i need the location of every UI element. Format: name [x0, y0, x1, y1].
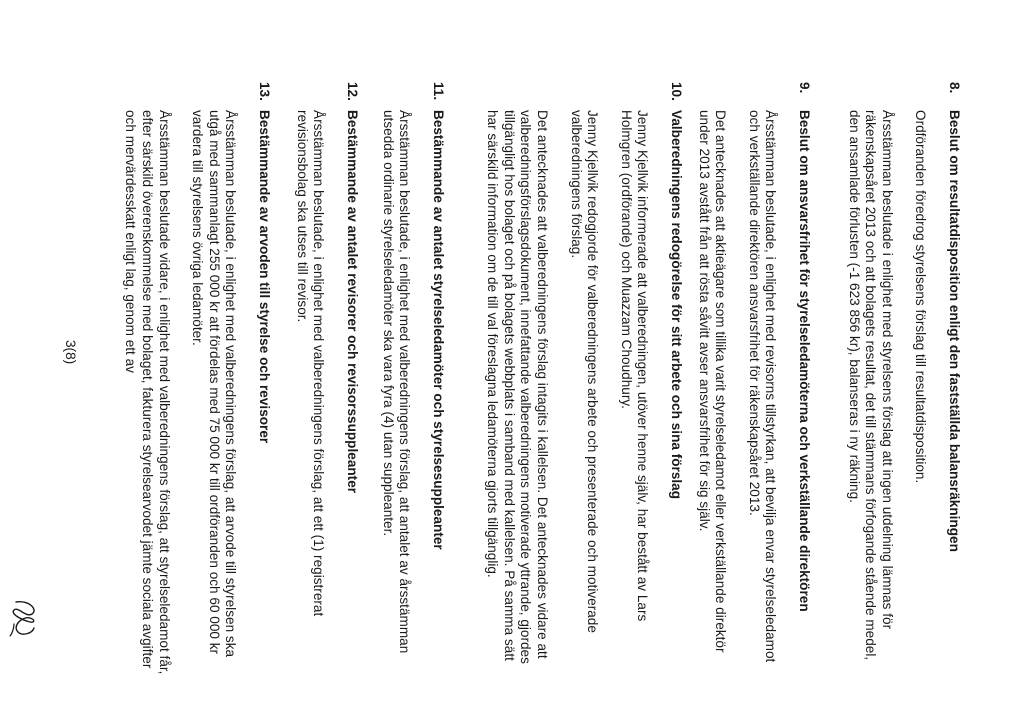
section-title: Bestämmande av antalet styrelseledamöter och styrelsesuppleanter — [431, 110, 446, 550]
section-8 — [845, 82, 962, 682]
section-heading — [255, 82, 272, 682]
page-number: 3(8) — [63, 340, 78, 365]
section-13 — [122, 82, 272, 682]
section-title: Valberedningens redogörelse för sitt arbete och sina förslag — [669, 110, 684, 500]
paragraph: Årsstämman beslutade, i enlighet med valberedningens förslag, att arvode till styrelsen ska utgå med sammanlagt 255 000 kr att fördelas med 75 000 kr till ordföranden och 60 000 kr vardera till styrelsens övriga ledamöter. — [190, 110, 239, 658]
section-number: 12. — [345, 82, 360, 101]
section-title: Beslut om ansvarsfrihet för styrelseledamöterna och verkställande direktören — [797, 110, 812, 612]
paragraph: Årsstämman beslutade i enlighet med styrelsens förslag att ingen utdelning lämnas för räkenskapsåret 2013 och att bolagets resultat, det till stämmans förfogande stående medel, den ansamlade förlusten (-1 623 856 kr), balanseras i ny räkning. — [846, 110, 895, 661]
section-heading — [795, 82, 812, 682]
section-heading — [343, 82, 360, 682]
paragraph: Det antecknades att aktieägare som tillika varit styrelseledamot eller verkställande direktör under 2013 avstått från att rösta såvitt avser ansvarsfrihet för sig själv. — [696, 110, 729, 653]
section-number: 11. — [431, 82, 446, 101]
section-title: Beslut om resultatdisposition enligt den fastställda balansräkningen — [947, 110, 962, 552]
paragraph: Det antecknades att valberedningens förslag intagits i kallelsen. Det antecknades vidare att valberedningsförslagsdokument, innefattande valberedningens motiverade yttrande, gjordes tillgängligt hos bolaget och på bolagets webbplats i samband med kallelsen. På samma sätt har särskild information om de till val föreslagna ledamöterna gjorts tillgänglig. — [485, 110, 551, 664]
paragraph: Jenny Kjellvik informerade att valberedningen, utöver henne själv, har bestått av Lars Holmgren (ordförande) och Muazzam Choudhury. — [618, 110, 651, 622]
section-heading — [667, 82, 684, 682]
paragraph: Årsstämman beslutade, i enlighet med valberedningens förslag, att antalet av årsstämman utsedda ordinarie styrelseledamöter ska vara fyra (4) utan suppleanter. — [380, 110, 413, 654]
paragraph: Årsstämman beslutade vidare, i enlighet med valberedningens förslag, att styrelseledamot får, efter särskild överenskommelse med bolaget, fakturera styrelsearvodet jämte sociala avgifter och mervärdesskatt enligt lag, genom ett av — [123, 110, 172, 675]
paragraph: Ordföranden föredrog styrelsens förslag till resultatdisposition. — [913, 110, 929, 484]
section-title: Bestämmande av antalet revisorer och revisorssuppleanter — [345, 110, 360, 494]
section-12 — [293, 82, 360, 682]
section-number: 13. — [257, 82, 272, 101]
section-heading — [429, 82, 446, 682]
section-11 — [379, 82, 446, 682]
paragraph: Årsstämman beslutade, i enlighet med revisorns tillstyrkan, att bevilja envar styrelseledamot och verkställande direktören ansvarsfrihet för räkenskapsåret 2013. — [746, 110, 779, 663]
handwritten-initials-icon — [6, 596, 44, 640]
section-number: 10. — [669, 82, 684, 101]
paragraph: Jenny Kjellvik redogjorde för valberedningens arbete och presenterade och motiverade valberedningens förslag. — [568, 110, 601, 633]
section-number: 8. — [947, 82, 962, 94]
section-number: 9. — [797, 82, 812, 94]
paragraph: Årsstämman beslutade, i enlighet med valberedningens förslag, att ett (1) registrerat revisionsbolag ska utses till revisor. — [294, 110, 327, 617]
section-10 — [484, 82, 684, 682]
section-9 — [695, 82, 812, 682]
section-title: Bestämmande av arvoden till styrelse och revisorer — [257, 110, 272, 444]
section-heading — [945, 82, 962, 682]
